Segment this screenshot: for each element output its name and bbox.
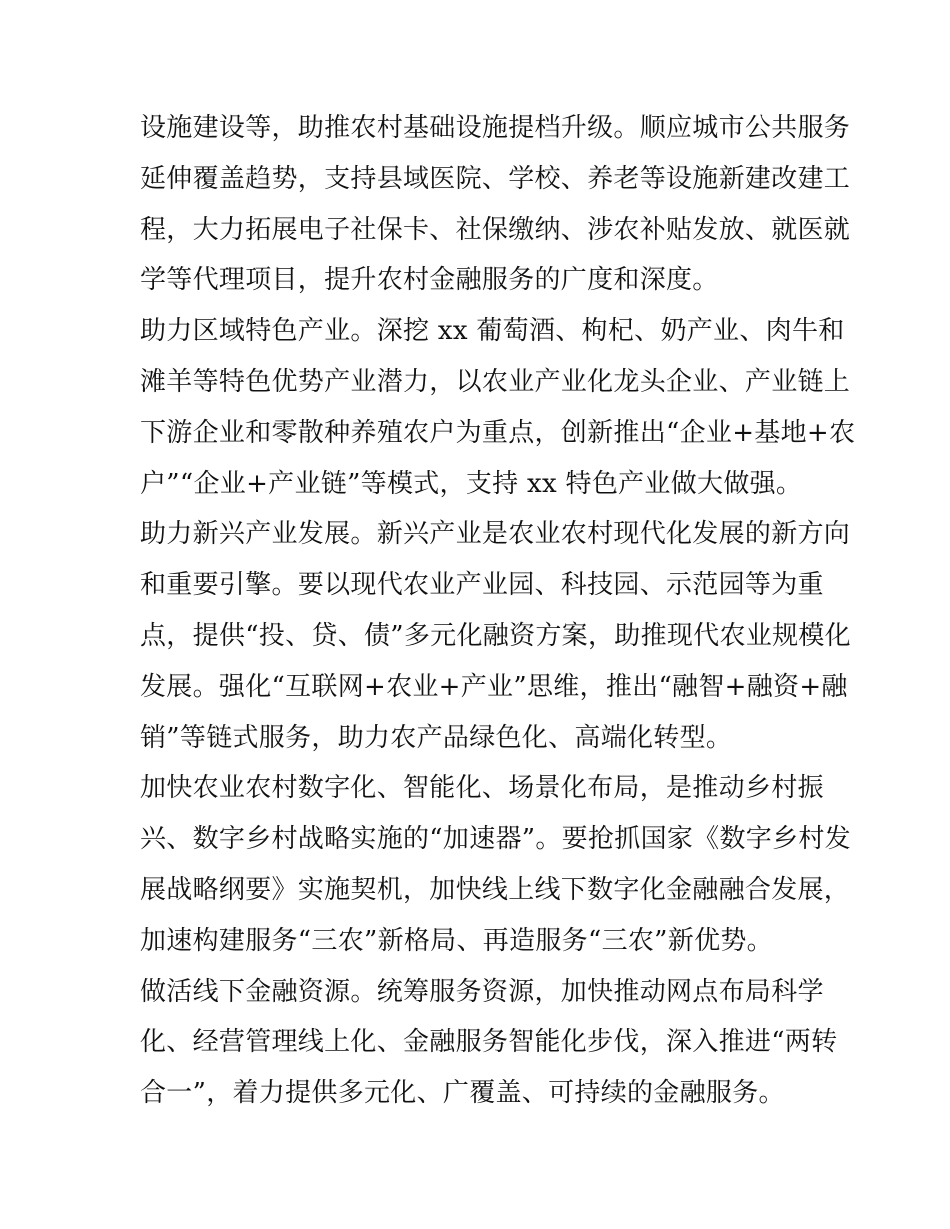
text-line: 滩羊等特色优势产业潜力，以农业产业化龙头企业、产业链上 (140, 366, 851, 397)
text-line: 发展。强化“互联网+农业+产业”思维，推出“融智+融资+融 (140, 671, 848, 702)
text-line: 延伸覆盖趋势，支持县域医院、学校、养老等设施新建改建工 (140, 163, 851, 194)
text-line: 化、经营管理线上化、金融服务智能化步伐，深入推进“两转 (140, 1027, 838, 1058)
text-line: 合一”，着力提供多元化、广覆盖、可持续的金融服务。 (140, 1078, 785, 1109)
text-line: 加速构建服务“三农”新格局、再造服务“三农”新优势。 (140, 925, 773, 956)
text-line: 程，大力拓展电子社保卡、社保缴纳、涉农补贴发放、就医就 (140, 214, 851, 245)
text-line: 加快农业农村数字化、智能化、场景化布局，是推动乡村振 (140, 773, 824, 804)
text-line: 户”“企业+产业链”等模式，支持 xx 特色产业做大做强。 (140, 468, 803, 499)
text-line: 做活线下金融资源。统筹服务资源，加快推动网点布局科学 (140, 976, 824, 1007)
text-line: 展战略纲要》实施契机，加快线上线下数字化金融融合发展， (140, 874, 851, 905)
text-line: 下游企业和零散种养殖农户为重点，创新推出“企业+基地+农 (140, 417, 856, 448)
text-line: 助力新兴产业发展。新兴产业是农业农村现代化发展的新方向 (140, 519, 851, 550)
text-line: 和重要引擎。要以现代农业产业园、科技园、示范园等为重 (140, 570, 824, 601)
document-body (140, 103, 856, 1119)
text-line: 学等代理项目，提升农村金融服务的广度和深度。 (140, 265, 719, 296)
text-line: 助力区域特色产业。深挖 xx 葡萄酒、枸杞、奶产业、肉牛和 (140, 316, 845, 347)
text-line: 点，提供“投、贷、债”多元化融资方案，助推现代农业规模化 (140, 620, 851, 651)
text-line: 设施建设等，助推农村基础设施提档升级。顺应城市公共服务 (140, 113, 851, 143)
text-line: 兴、数字乡村战略实施的“加速器”。要抢抓国家《数字乡村发 (140, 824, 851, 855)
text-line: 销”等链式服务，助力农产品绿色化、高端化转型。 (140, 722, 733, 753)
